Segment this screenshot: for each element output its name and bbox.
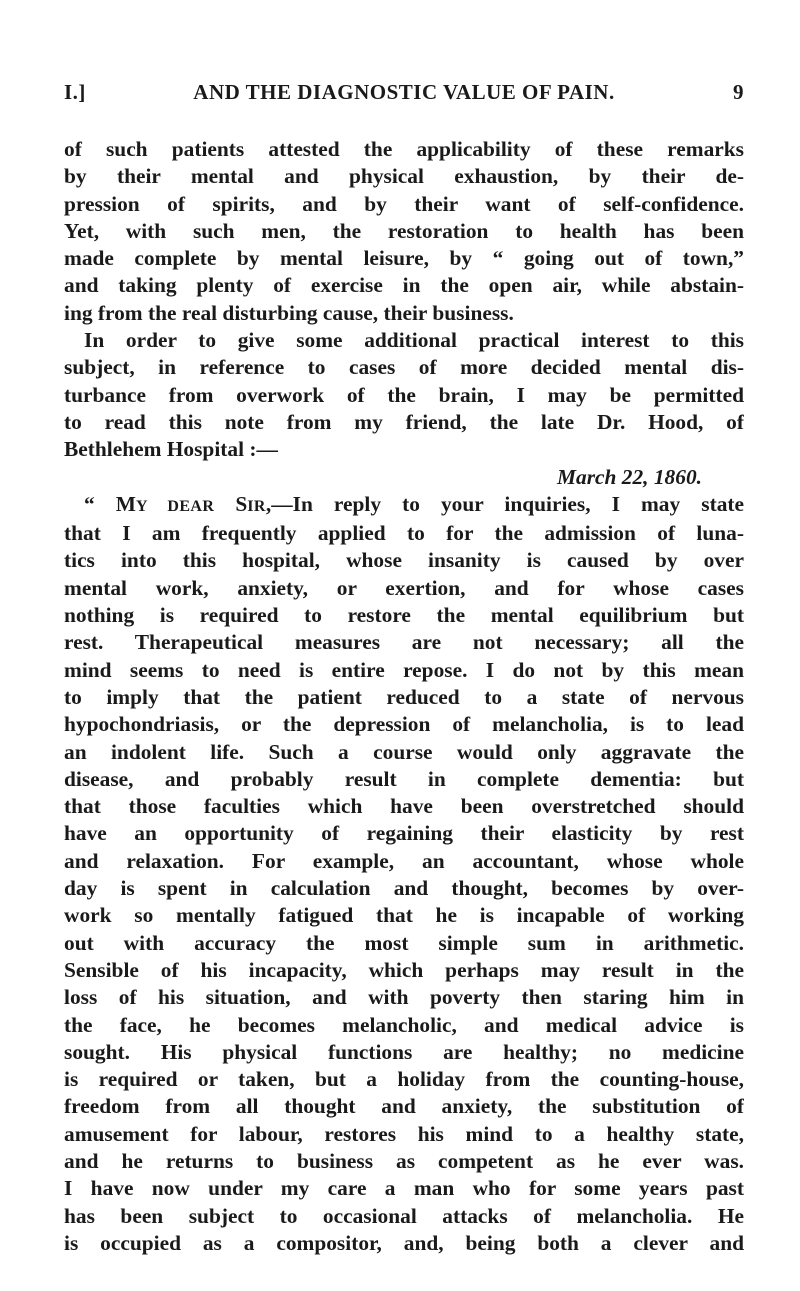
text-line: nothing is required to restore the mental equilibrium but (64, 603, 744, 628)
text-line: subject, in reference to cases of more decided mental dis- (64, 355, 744, 380)
text-line: to read this note from my friend, the late Dr. Hood, of (64, 409, 744, 434)
text-line: Sensible of his incapacity, which perhaps may result in the (64, 957, 744, 982)
text-line: rest. Therapeutical measures are not necessary; all the (64, 630, 744, 655)
running-title: AND THE DIAGNOSTIC VALUE OF PAIN. (193, 80, 615, 104)
text-line: is required or taken, but a holiday from the counting-house, (64, 1067, 744, 1092)
text-line: an indolent life. Such a course would only aggravate the (64, 739, 744, 764)
letter-date: March 22, 1860. (557, 464, 702, 489)
text-line: day is spent in calculation and thought, becomes by over- (64, 876, 744, 901)
text-line: In order to give some additional practical interest to this (84, 328, 744, 353)
text-line: is occupied as a compositor, and, being both a clever and (64, 1230, 744, 1255)
text-line: by their mental and physical exhaustion, by their de- (64, 164, 744, 189)
chapter-number: I.] (64, 80, 86, 104)
text-line: mind seems to need is entire repose. I do not by this mean (64, 657, 744, 682)
text-line: pression of spirits, and by their want of self-confidence. (64, 191, 744, 216)
text-line: and he returns to business as competent as he ever was. (64, 1148, 744, 1173)
text-line: has been subject to occasional attacks of melancholia. He (64, 1203, 744, 1228)
text-line: sought. His physical functions are healthy; no medicine (64, 1039, 744, 1064)
text-line: to imply that the patient reduced to a state of nervous (64, 684, 744, 709)
text-line: tics into this hospital, whose insanity is caused by over (64, 548, 744, 573)
text-line: hypochondriasis, or the depression of melancholia, is to lead (64, 712, 744, 737)
running-head (64, 80, 744, 110)
text-line: loss of his situation, and with poverty then staring him in (64, 985, 744, 1010)
text-line: that those faculties which have been overstretched should (64, 794, 744, 819)
text-line: amusement for labour, restores his mind to a healthy state, (64, 1121, 744, 1146)
text-line: that I am frequently applied to for the admission of luna- (64, 521, 744, 546)
page-number: 9 (733, 80, 744, 104)
text-line: and taking plenty of exercise in the open air, while abstain- (64, 273, 744, 298)
text-line: made complete by mental leisure, by “ going out of town,” (64, 246, 744, 271)
letter-salutation: “ MY DEAR SIR,—In reply to your inquiries, I may state (84, 491, 744, 516)
text-line: of such patients attested the applicability of these remarks (64, 137, 744, 161)
text-line: I have now under my care a man who for some years past (64, 1176, 744, 1201)
text-line: have an opportunity of regaining their elasticity by rest (64, 821, 744, 846)
text-line: out with accuracy the most simple sum in arithmetic. (64, 930, 744, 955)
text-line: Bethlehem Hospital :— (64, 437, 278, 462)
text-line: mental work, anxiety, or exertion, and for whose cases (64, 575, 744, 600)
text-line: the face, he becomes melancholic, and medical advice is (64, 1012, 744, 1037)
body-text (64, 136, 744, 1257)
text-line: Yet, with such men, the restoration to health has been (64, 218, 744, 243)
text-line: ing from the real disturbing cause, their business. (64, 300, 514, 325)
text-line: turbance from overwork of the brain, I may be permitted (64, 382, 744, 407)
text-line: freedom from all thought and anxiety, the substitution of (64, 1094, 744, 1119)
text-line: disease, and probably result in complete dementia: but (64, 766, 744, 791)
text-line: and relaxation. For example, an accountant, whose whole (64, 848, 744, 873)
text-line: work so mentally fatigued that he is incapable of working (64, 903, 744, 928)
